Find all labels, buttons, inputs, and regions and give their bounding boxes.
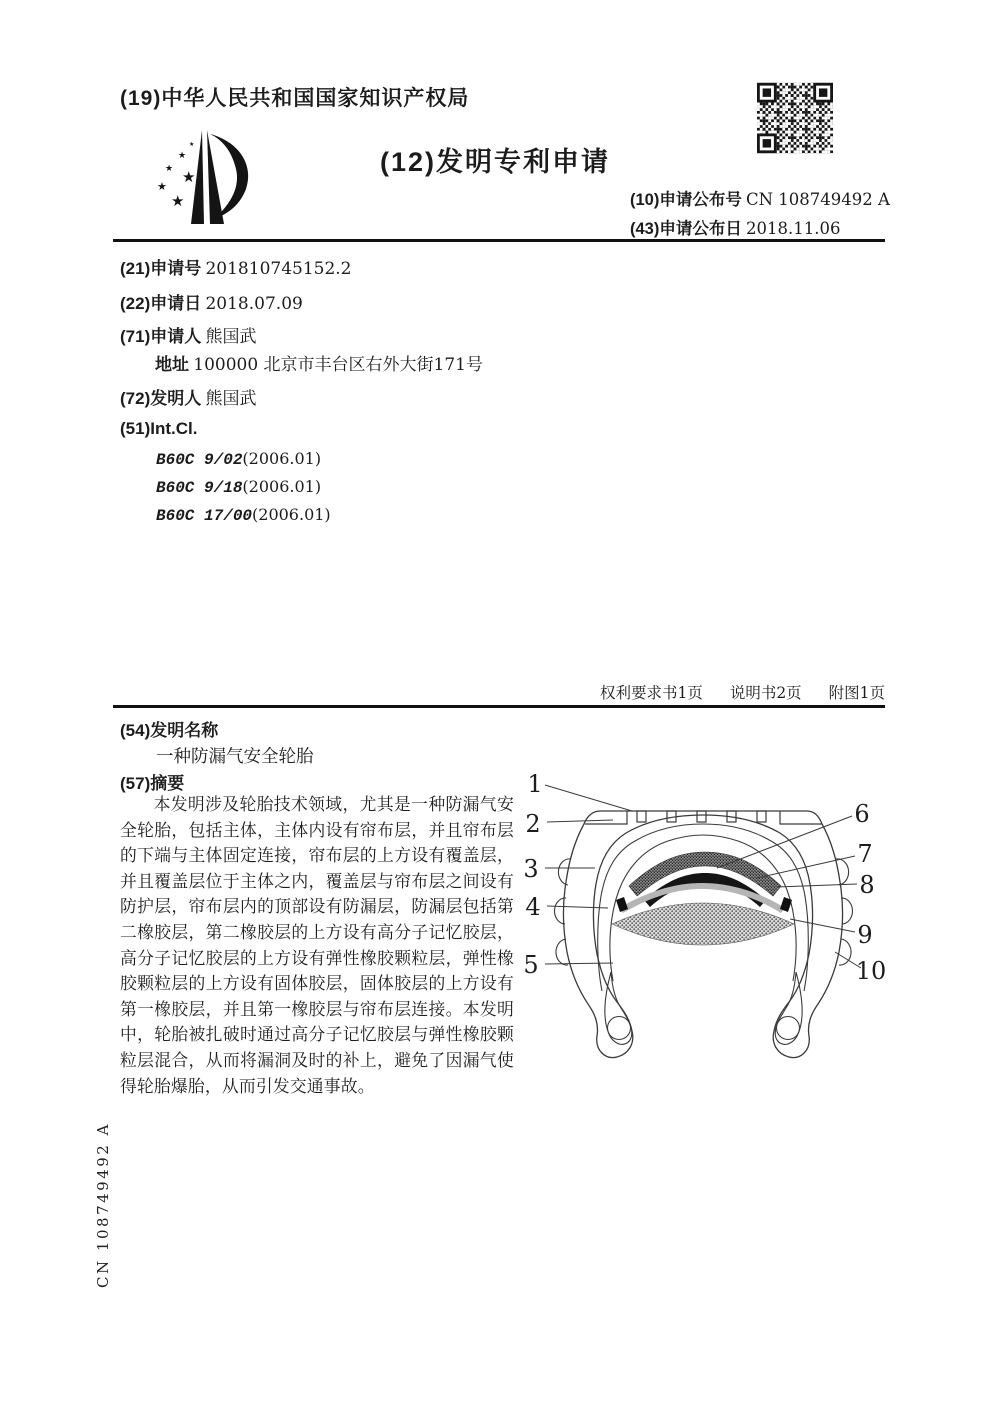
address-value: 100000 北京市丰台区右外大街171号 (193, 355, 483, 375)
applicant-label: (71)申请人 (120, 327, 202, 346)
svg-text:★: ★ (178, 151, 187, 161)
sidebar-publication-code: CN 108749492 A (94, 1122, 112, 1288)
intcl-edition: (2006.01) (242, 449, 322, 468)
description-pages: 说明书2页 (729, 684, 802, 702)
publication-date-label: (43)申请公布日 (630, 220, 742, 238)
intcl-entry (156, 449, 321, 469)
publication-number-line (630, 186, 890, 210)
svg-text:★: ★ (182, 168, 196, 186)
intcl-code: B60C 9/02 (156, 451, 243, 469)
tire-figure (505, 756, 895, 1096)
publication-number-value: CN 108749492 A (745, 190, 890, 209)
figure-label-4: 4 (525, 893, 541, 921)
intcl-entry (156, 505, 331, 525)
separator-rule-top (113, 239, 885, 242)
intcl-label: (51)Int.Cl. (120, 419, 198, 438)
invention-title-label: (54)发明名称 (120, 721, 219, 740)
patent-office-name: (19)中华人民共和国国家知识产权局 (120, 87, 470, 110)
qr-code (753, 80, 837, 156)
bead-loops (605, 972, 802, 1044)
figure-label-9: 9 (857, 921, 873, 949)
particle-layer-dome (612, 903, 794, 945)
figure-label-6: 6 (854, 800, 870, 828)
application-date-label: (22)申请日 (120, 294, 202, 313)
applicant-value: 熊国武 (205, 327, 257, 347)
figure-label-2: 2 (525, 810, 541, 838)
figure-label-8: 8 (859, 871, 875, 899)
cnipa-logo (138, 126, 278, 238)
intcl-code: B60C 17/00 (156, 507, 253, 525)
document-type-title: (12)发明专利申请 (380, 147, 611, 177)
figure-label-7: 7 (857, 840, 873, 868)
application-number-value: 201810745152.2 (205, 259, 352, 279)
logo-stars (157, 141, 195, 210)
intcl-entry (156, 477, 321, 497)
application-date-value: 2018.07.09 (205, 294, 303, 314)
application-date-row (120, 289, 303, 314)
figure-label-5: 5 (523, 951, 539, 979)
applicant-address-row (155, 350, 483, 375)
inventor-row (120, 384, 256, 409)
svg-text:★: ★ (165, 164, 174, 174)
applicant-row (120, 322, 256, 347)
figure-label-10: 10 (855, 957, 887, 985)
abstract-label: (57)摘要 (120, 774, 185, 793)
inventor-label: (72)发明人 (120, 389, 202, 408)
intcl-edition: (2006.01) (252, 505, 331, 524)
inventor-value: 熊国武 (205, 389, 257, 409)
svg-text:★: ★ (189, 141, 195, 148)
address-label: 地址 (155, 355, 189, 374)
intcl-code: B60C 9/18 (156, 479, 243, 497)
svg-text:★: ★ (157, 180, 167, 193)
logo-spire-right (207, 130, 224, 224)
claims-pages: 权利要求书1页 (600, 684, 703, 702)
publication-number-label: (10)申请公布号 (630, 191, 742, 209)
separator-rule-middle (113, 705, 885, 708)
invention-title: 一种防漏气安全轮胎 (156, 747, 314, 767)
pages-summary (578, 681, 885, 703)
publication-date-value: 2018.11.06 (745, 219, 841, 238)
application-number-row (120, 254, 352, 279)
intcl-edition: (2006.01) (242, 477, 322, 496)
abstract-text: 本发明涉及轮胎技术领域，尤其是一种防漏气安全轮胎，包括主体，主体内设有帘布层，并且帘布层的下端与主体固定连接，帘布层的上方设有覆盖层，并且覆盖层位于主体之内，覆盖层与帘布层之间设有防护层，帘布层内的顶部设有防漏层，防漏层包括第二橡胶层，第二橡胶层的上方设有高分子记忆胶层，高分子记忆胶层的上方设有弹性橡胶颗粒层，弹性橡胶颗粒层的上方设有固体胶层，固体胶层的上方设有第一橡胶层，并且第一橡胶层与帘布层连接。本发明中，轮胎被扎破时通过高分子记忆胶层与弹性橡胶颗粒层混合，从而将漏洞及时的补上，避免了因漏气使得轮胎爆胎，从而引发交通事故。 (120, 794, 514, 1096)
application-number-label: (21)申请号 (120, 259, 202, 278)
figure-label-3: 3 (523, 855, 539, 883)
figures-pages: 附图1页 (828, 684, 885, 702)
svg-text:★: ★ (171, 192, 185, 210)
figure-label-1: 1 (527, 770, 543, 798)
publication-date-line (630, 215, 840, 239)
